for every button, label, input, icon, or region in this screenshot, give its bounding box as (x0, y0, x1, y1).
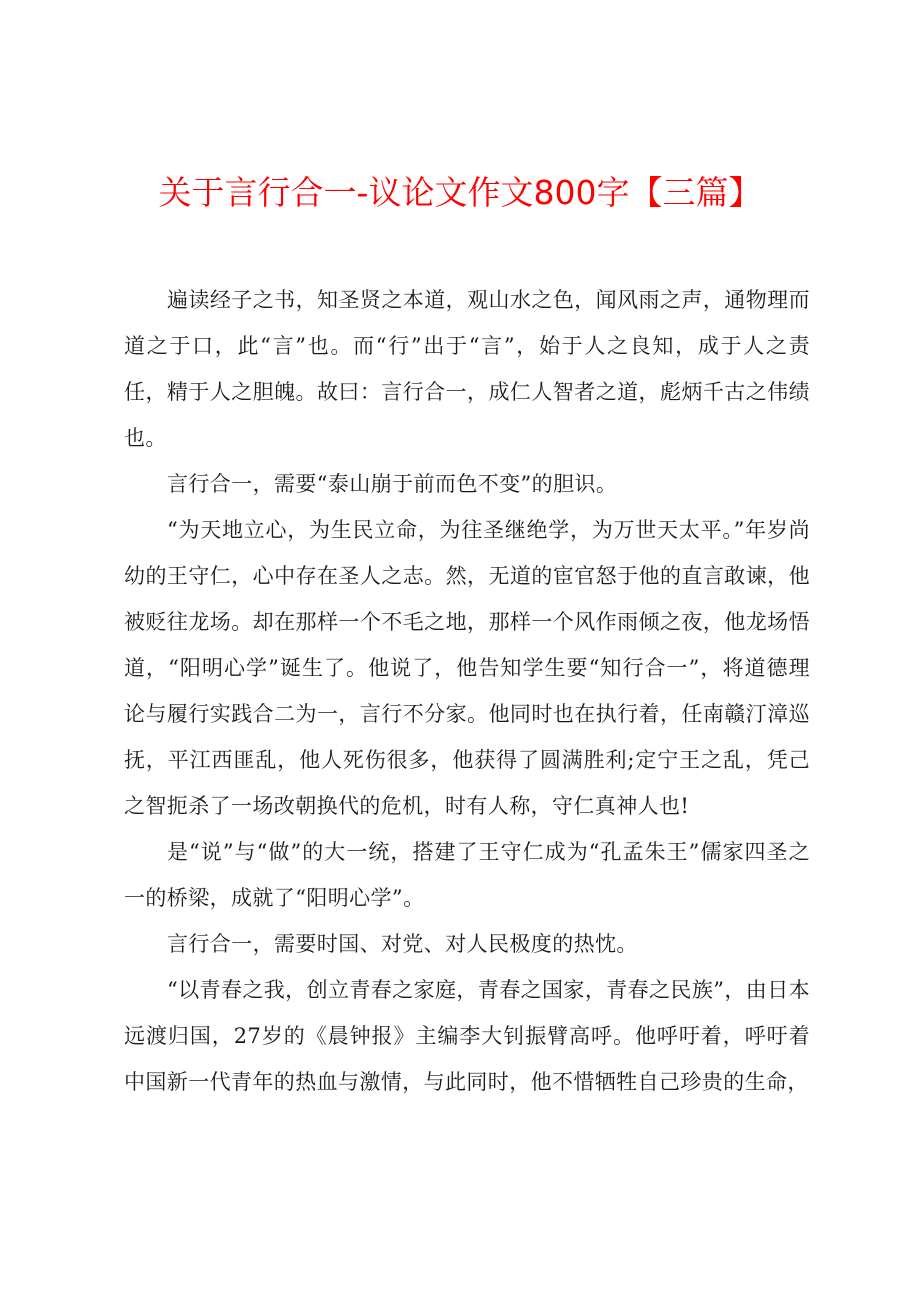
document-title: 关于言行合一-议论文作文800字【三篇】 (158, 173, 762, 212)
paragraph-wang-shouren: “为天地立心，为生民立命，为往圣继绝学，为万世天太平。”年岁尚幼的王守仁，心中存在圣人之志。然，无道的宦官怒于他的直言敢谏，他被贬往龙场。却在那样一个不毛之地，那样一个风作雨倾之夜，他龙场悟道，“阳明心学”诞生了。他说了，他告知学生要“知行合一”，将道德理论与履行实践合二为一，言行不分家。他同时也在执行着，任南赣汀漳巡抚，平江西匪乱，他人死伤很多，他获得了圆满胜利;定宁王之乱，凭己之智扼杀了一场改朝换代的危机，时有人称，守仁真神人也! (124, 518, 810, 818)
paragraph-yangming-conclusion: 是“说”与“做”的大一统，搭建了王守仁成为“孔孟朱王”儒家四圣之一的桥梁，成就了“阳明心学”。 (124, 840, 810, 910)
document-body (124, 277, 810, 1105)
paragraph-li-dazhao: “以青春之我，创立青春之家庭，青春之国家，青春之民族”，由日本远渡归国，27岁的《晨钟报》主编李大钊振臂高呼。他呼吁着，呼吁着中国新一代青年的热血与激情，与此同时，他不惜牺牲自己珍贵的生命， (124, 978, 810, 1094)
paragraph-intro: 遍读经子之书，知圣贤之本道，观山水之色，闻风雨之声，通物理而道之于口，此“言”也。而“行”出于“言”，始于人之良知，成于人之责任，精于人之胆魄。故曰：言行合一，成仁人智者之道，彪炳千古之伟绩也。 (124, 288, 810, 450)
paragraph-thesis-passion: 言行合一，需要时国、对党、对人民极度的热忱。 (167, 932, 638, 956)
paragraph-thesis-courage: 言行合一，需要“泰山崩于前而色不变”的胆识。 (167, 472, 618, 496)
